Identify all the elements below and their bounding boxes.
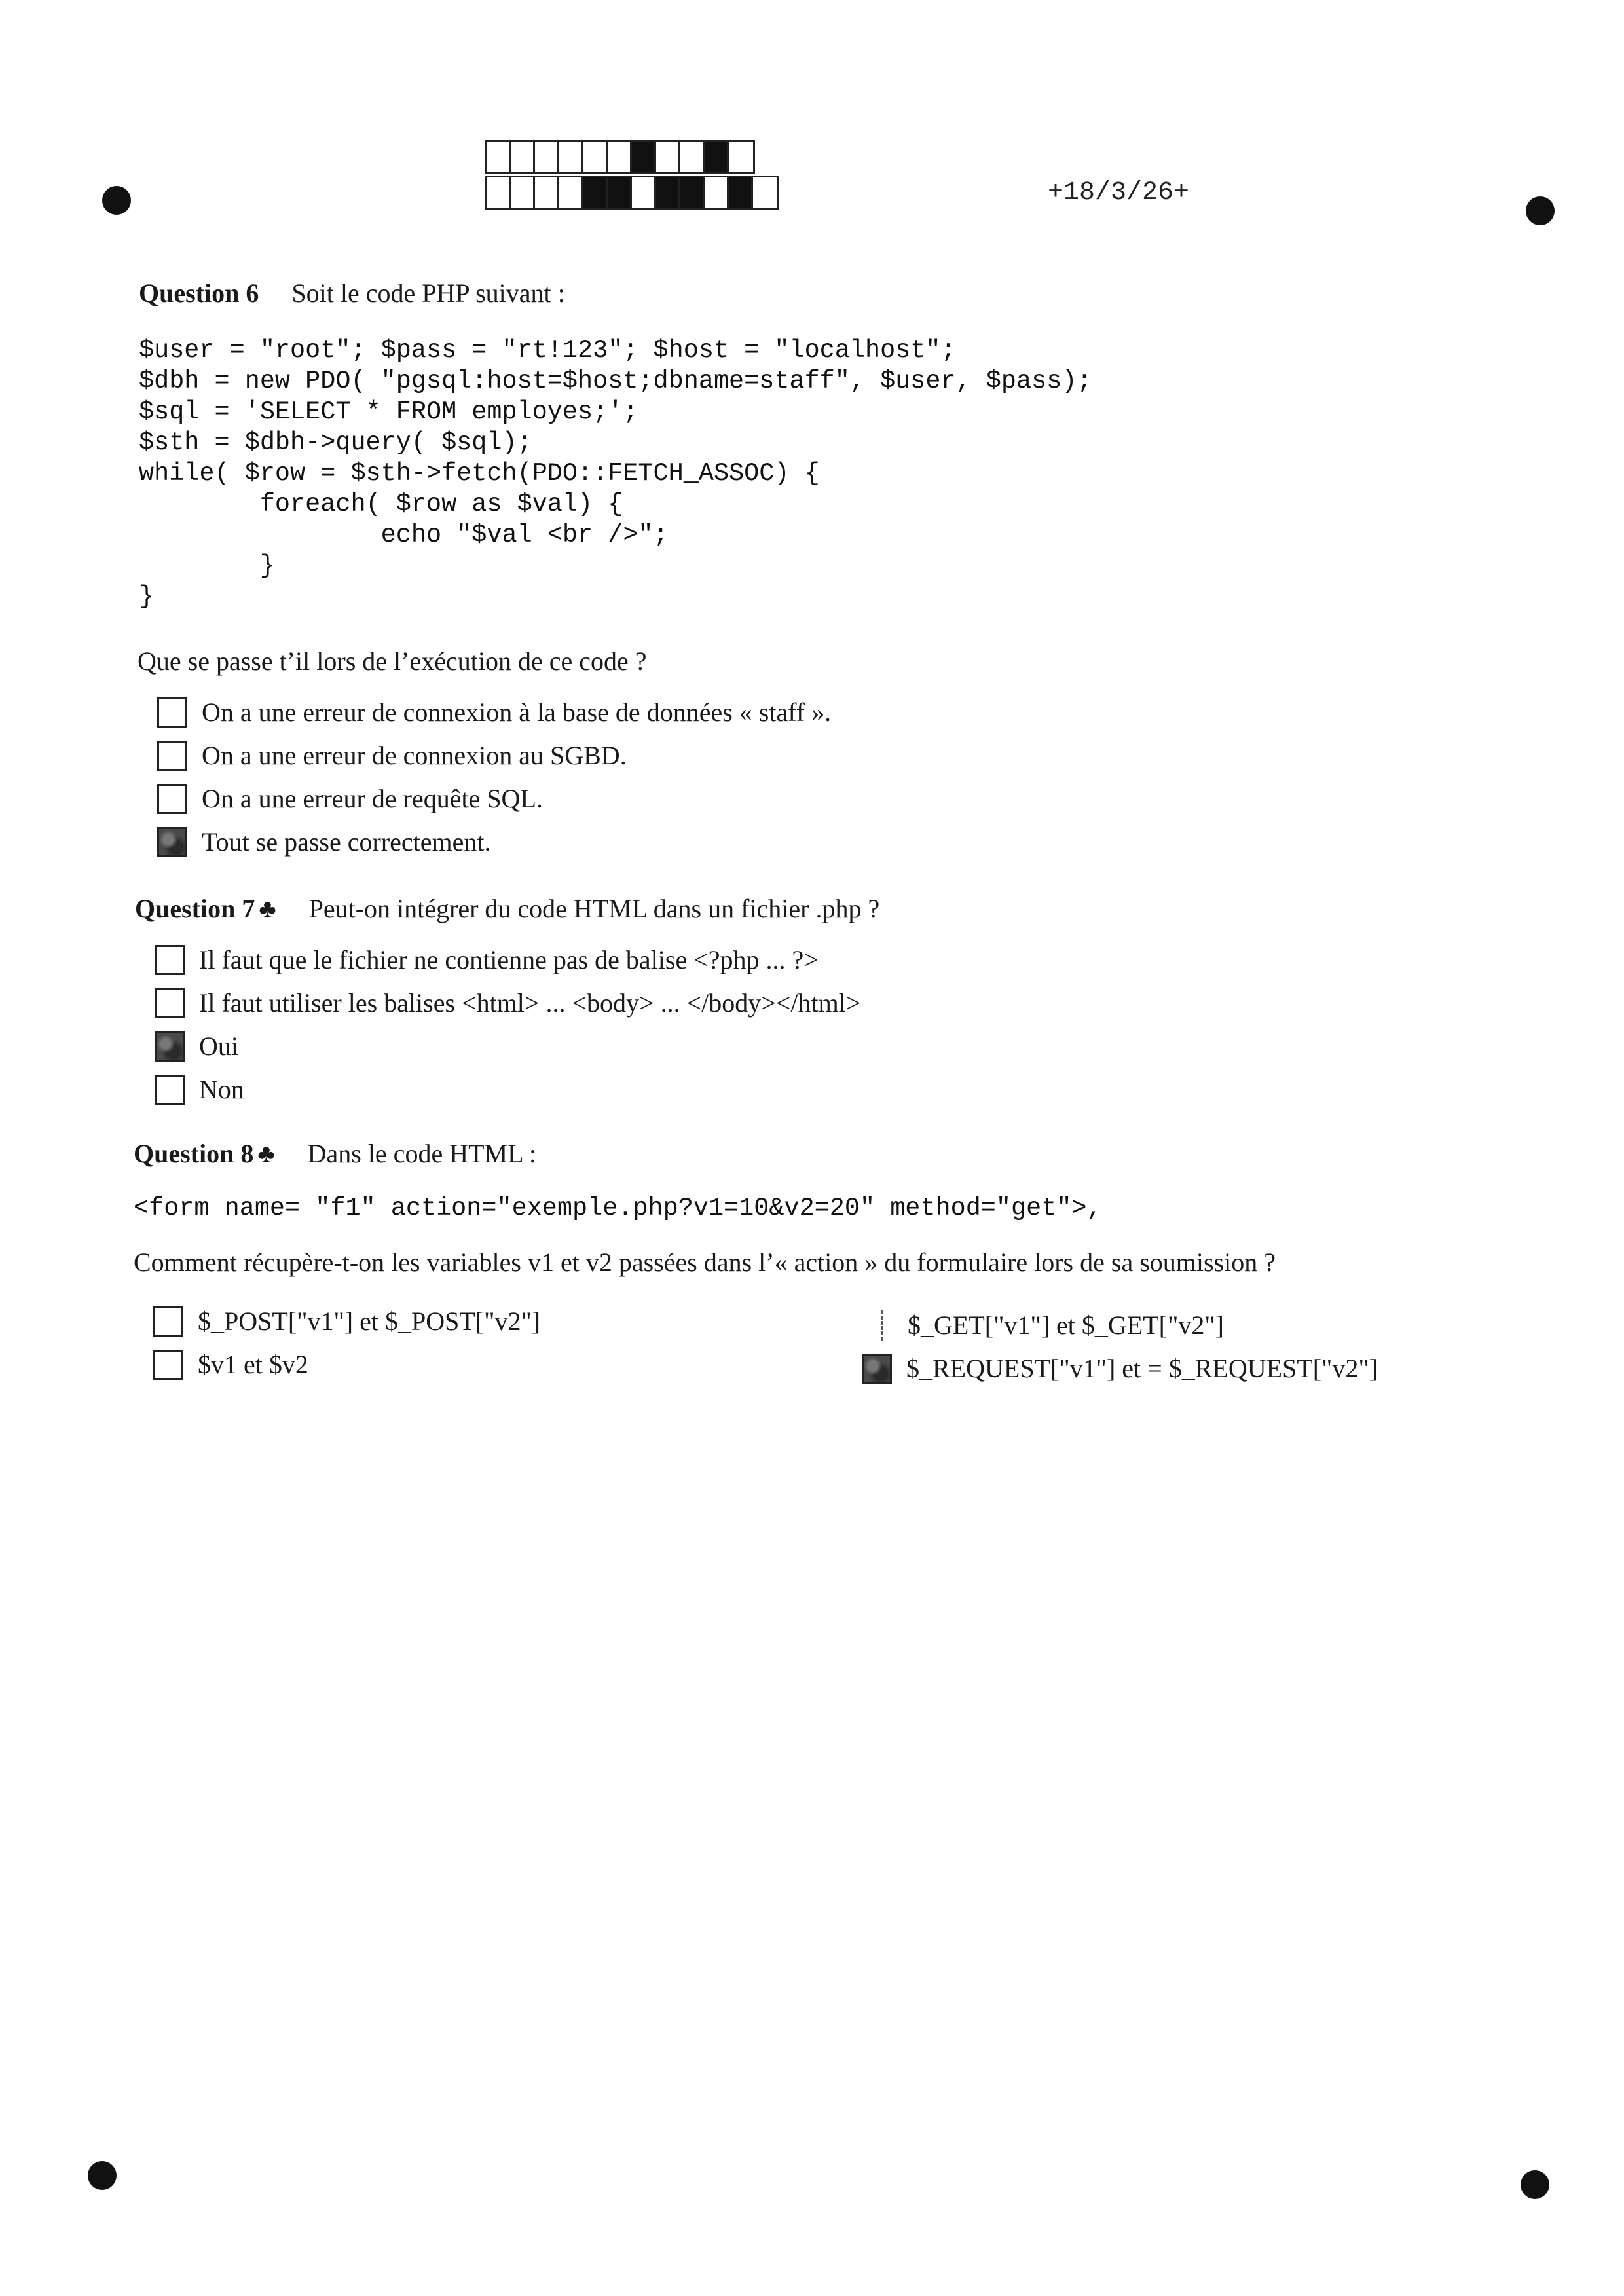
code-line: } xyxy=(139,551,275,580)
question-prompt: Soit le code PHP suivant : xyxy=(291,278,565,308)
choice-label: $_GET["v1"] et $_GET["v2"] xyxy=(908,1310,1224,1340)
choice-q6-c[interactable] xyxy=(157,783,543,814)
club-icon: ♣ xyxy=(257,1139,275,1168)
code-line: while( $row = $sth->fetch(PDO::FETCH_ASSOC) { xyxy=(139,459,820,488)
choice-label: Il faut utiliser les balises <html> ... <body> ... </body></html> xyxy=(199,988,861,1018)
answer-checkbox[interactable] xyxy=(153,1350,183,1380)
html-code-line: <form name= "f1" action="exemple.php?v1=10&v2=20" method="get">, xyxy=(134,1194,1102,1223)
choice-q6-a[interactable] xyxy=(157,697,831,728)
code-line: echo "$val <br />"; xyxy=(139,521,669,549)
barcode-cell xyxy=(632,177,656,208)
choice-q8-a[interactable] xyxy=(153,1306,540,1337)
barcode-cell xyxy=(559,177,583,208)
registration-mark-bottom-left xyxy=(88,2161,117,2190)
barcode-cell xyxy=(583,142,608,172)
answer-checkbox[interactable] xyxy=(862,1354,892,1384)
barcode-cell xyxy=(680,142,705,172)
question-6-text: Que se passe t’il lors de l’exécution de ce code ? xyxy=(138,646,647,676)
barcode-cell xyxy=(753,177,777,208)
choice-q7-c[interactable] xyxy=(155,1031,238,1062)
barcode-cell xyxy=(608,142,632,172)
answer-checkbox[interactable] xyxy=(155,1075,185,1105)
barcode-cell xyxy=(705,142,729,172)
barcode-cell xyxy=(511,142,535,172)
choice-q8-c[interactable] xyxy=(881,1310,1224,1341)
barcode-cell xyxy=(729,142,753,172)
barcode-cell xyxy=(608,177,632,208)
choice-q7-b[interactable] xyxy=(155,988,860,1018)
choice-q6-b[interactable] xyxy=(157,740,627,771)
choice-label: Non xyxy=(199,1075,244,1104)
answer-checkbox[interactable] xyxy=(157,827,187,857)
choice-q8-d[interactable] xyxy=(862,1353,1378,1384)
barcode-cell xyxy=(487,142,511,172)
code-line: $sth = $dbh->query( $sql); xyxy=(139,428,532,457)
question-8-header xyxy=(134,1138,536,1169)
question-7-header xyxy=(135,893,879,924)
choice-label: $v1 et $v2 xyxy=(198,1350,308,1379)
choice-label: Il faut que le fichier ne contienne pas de balise <?php ... ?> xyxy=(199,945,819,974)
choice-q8-b[interactable] xyxy=(153,1349,308,1380)
barcode-row-1 xyxy=(485,140,755,174)
barcode-cell xyxy=(583,177,608,208)
question-number xyxy=(135,893,276,924)
club-icon: ♣ xyxy=(259,894,276,923)
code-line: $user = "root"; $pass = "rt!123"; $host = "localhost"; xyxy=(139,336,956,365)
barcode-cell xyxy=(511,177,535,208)
answer-checkbox[interactable] xyxy=(881,1310,885,1341)
barcode-row-2 xyxy=(485,176,779,210)
registration-mark-bottom-right xyxy=(1521,2170,1549,2199)
question-prompt: Dans le code HTML : xyxy=(307,1139,537,1168)
choice-q7-d[interactable] xyxy=(155,1074,244,1105)
barcode-cell xyxy=(705,177,729,208)
answer-checkbox[interactable] xyxy=(155,988,185,1018)
barcode-cell xyxy=(559,142,583,172)
barcode-cell xyxy=(729,177,753,208)
answer-checkbox[interactable] xyxy=(157,784,187,814)
code-line: $sql = 'SELECT * FROM employes;'; xyxy=(139,398,638,426)
barcode-cell xyxy=(632,142,656,172)
choice-label: On a une erreur de requête SQL. xyxy=(202,784,543,813)
answer-checkbox[interactable] xyxy=(157,697,187,728)
barcode-cell xyxy=(535,177,559,208)
php-code-block xyxy=(139,335,1092,612)
choice-label: On a une erreur de connexion au SGBD. xyxy=(202,741,627,770)
answer-checkbox[interactable] xyxy=(155,1031,185,1062)
barcode-cell xyxy=(487,177,511,208)
page-id: +18/3/26+ xyxy=(1048,178,1190,208)
code-line: $dbh = new PDO( "pgsql:host=$host;dbname=staff", $user, $pass); xyxy=(139,367,1092,396)
question-number-text: Question 7 xyxy=(135,894,255,923)
choice-label: $_REQUEST["v1"] et = $_REQUEST["v2"] xyxy=(906,1354,1378,1383)
choice-q6-d[interactable] xyxy=(157,826,490,857)
barcode-cell xyxy=(535,142,559,172)
choice-label: Oui xyxy=(199,1031,238,1061)
question-number: Question 6 xyxy=(139,278,259,308)
question-number-text: Question 8 xyxy=(134,1139,254,1168)
choice-label: On a une erreur de connexion à la base de données « staff ». xyxy=(202,697,832,727)
registration-mark-top-right xyxy=(1526,196,1555,225)
code-line: } xyxy=(139,582,155,611)
answer-checkbox[interactable] xyxy=(153,1306,183,1337)
answer-checkbox[interactable] xyxy=(157,741,187,771)
choice-label: $_POST["v1"] et $_POST["v2"] xyxy=(198,1306,541,1336)
barcode-cell xyxy=(680,177,705,208)
registration-mark-top-left xyxy=(102,186,131,215)
choice-q7-a[interactable] xyxy=(155,944,819,975)
code-line: foreach( $row as $val) { xyxy=(139,490,623,519)
question-6-header xyxy=(139,278,565,308)
choice-label: Tout se passe correctement. xyxy=(202,827,491,857)
question-number xyxy=(134,1138,275,1169)
question-prompt: Peut-on intégrer du code HTML dans un fichier .php ? xyxy=(308,894,880,923)
barcode-cell xyxy=(656,177,680,208)
answer-checkbox[interactable] xyxy=(155,945,185,975)
question-8-text: Comment récupère-t-on les variables v1 et v2 passées dans l’« action » du formulaire lors de sa soumission ? xyxy=(134,1248,1276,1277)
barcode-cell xyxy=(656,142,680,172)
